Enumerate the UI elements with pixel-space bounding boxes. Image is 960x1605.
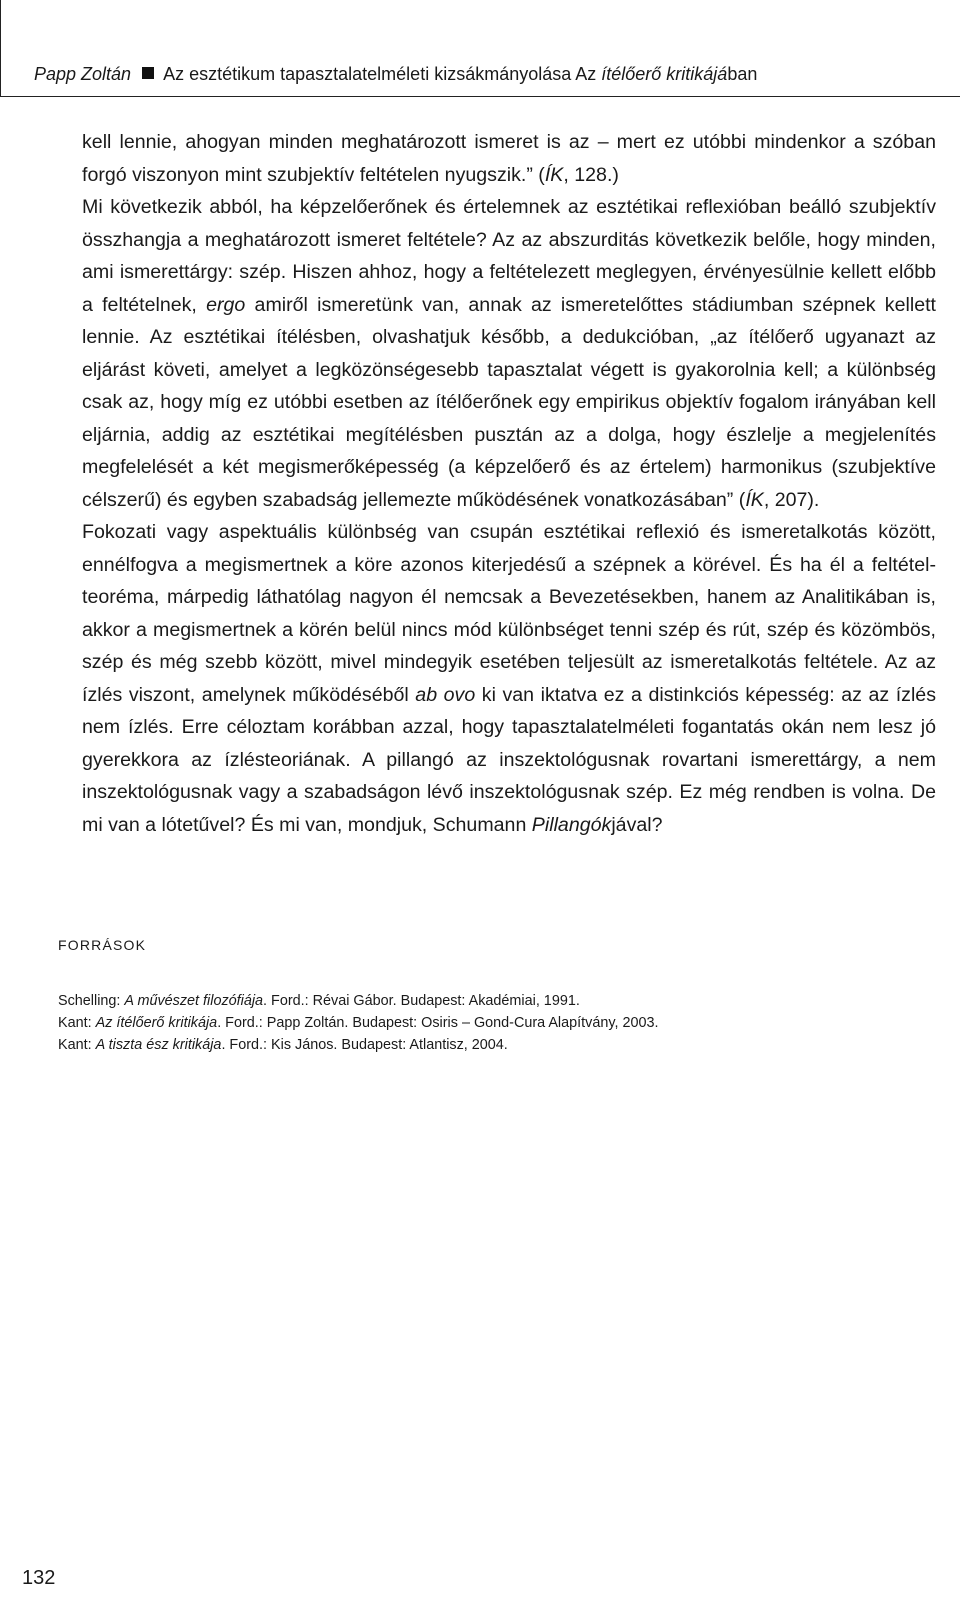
italic-ergo: ergo — [206, 293, 246, 316]
citation-ik: ÍK — [745, 488, 764, 511]
paragraph-3-text-b: ki van iktatva ez a distinkciós képesség: az az ízlés nem ízlés. Erre céloztam korábban azzal, hogy tapasztalatelméleti fogantatás okán nem lesz jó gyerekkora az ízlésteoriának. A pillangó az inszektológusnak rovartani ismerettárgy, a nem inszektológusnak vagy a szabadságon lévő inszektológusnak szép. Ez még rendben is volna. De mi van a lótetűvel? És mi van, mondjuk, Schumann — [82, 683, 936, 836]
paragraph-2 — [82, 191, 936, 516]
source-details: . Ford.: Kis János. Budapest: Atlantisz, 2004. — [221, 1037, 508, 1053]
paragraph-3 — [82, 516, 936, 841]
header-title-part1: Az esztétikum tapasztalatelméleti kizsákmányolása Az — [163, 64, 602, 84]
paragraph-2-end: , 207). — [763, 488, 820, 511]
source-item — [58, 1012, 928, 1034]
header-title-italic: ítélőerő kritikájá — [601, 64, 728, 84]
source-title: Az ítélőerő kritikája — [95, 1015, 218, 1031]
paragraph-1-end: , 128.) — [563, 163, 619, 186]
header-rule — [0, 96, 960, 97]
source-item — [58, 1034, 928, 1056]
paragraph-1 — [82, 126, 936, 191]
source-author: Kant: — [58, 1015, 96, 1031]
source-item — [58, 990, 928, 1012]
italic-pillangok: Pillangók — [531, 813, 612, 836]
source-author: Kant: — [58, 1037, 96, 1053]
header-title-part2: ban — [727, 64, 758, 84]
body-text — [82, 126, 936, 841]
header-author: Papp Zoltán — [34, 64, 132, 84]
paragraph-3-end: jával? — [611, 813, 663, 836]
source-title: A művészet filozófiája — [124, 993, 264, 1009]
paragraph-2-text-a: Mi következik abból, ha képzelőerőnek és értelemnek az esztétikai reflexióban beálló szubjektív összhangja a meghatározott ismeret feltétele? Az az abszurditás következik belőle, hogy minden, ami ismerettárgy: szép. Hiszen ahhoz, hogy a feltételezett meglegyen, érvényesülnie kellett előbb a feltételnek, — [82, 196, 936, 316]
paragraph-3-text-a: Fokozati vagy aspektuális különbség van csupán esztétikai reflexió és ismeretalkotás között, ennélfogva a megismertnek a köre azonos kiterjedésű a szépnek a körével. És ha él a feltétel-teoréma, márpedig láthatólag nagyon él nemcsak a Bevezetésekben, hanem az Analitikában is, akkor a megismertnek a körén belül nincs mód különbséget tenni szép és rút, szép és közömbös, szép és még szebb között, mivel mindegyik esetében teljesült az ismeretalkotás feltétele. Az az ízlés viszont, amelynek működéséből — [82, 521, 936, 706]
source-author: Schelling: — [58, 993, 125, 1009]
page-frame-left — [0, 0, 1, 96]
italic-ab-ovo: ab ovo — [415, 683, 476, 706]
square-bullet-icon — [142, 67, 154, 79]
source-title: A tiszta ész kritikája — [95, 1037, 222, 1053]
paragraph-1-text: kell lennie, ahogyan minden meghatározott ismeret is az – mert ez utóbbi mindenkor a szóban forgó viszonyon mint szubjektív feltételen nyugszik.” ( — [82, 131, 936, 186]
sources-heading: FORRÁSOK — [58, 937, 147, 953]
paragraph-2-text-b: amiről ismeretünk van, annak az ismeretelőttes stádiumban szépnek kellett lennie. Az esztétikai ítélésben, olvashatjuk később, a dedukcióban, „az ítélőerő ugyanazt az eljárást követi, amelyet a legközönségesebb tapasztalat végett is gyakorolnia kell; a különbség csak az, hogy míg ez utóbbi esetben az ítélőerőnek egy empirikus objektív fogalom irányában kell eljárnia, addig az esztétikai megítélésben pusztán az a dolga, hogy észlelje a megjelenítés megfelelését a két megismerőképesség (a képzelőerő és az értelem) harmonikus (szubjektíve célszerű) és egyben szabadság jellemezte működésének vonatkozásában” ( — [82, 293, 936, 511]
citation-ik: ÍK — [544, 163, 564, 186]
sources-list — [58, 990, 928, 1056]
source-details: . Ford.: Révai Gábor. Budapest: Akadémiai, 1991. — [263, 993, 580, 1009]
running-head — [34, 64, 954, 85]
source-details: . Ford.: Papp Zoltán. Budapest: Osiris – Gond-Cura Alapítvány, 2003. — [217, 1015, 659, 1031]
page-number: 132 — [22, 1567, 56, 1589]
